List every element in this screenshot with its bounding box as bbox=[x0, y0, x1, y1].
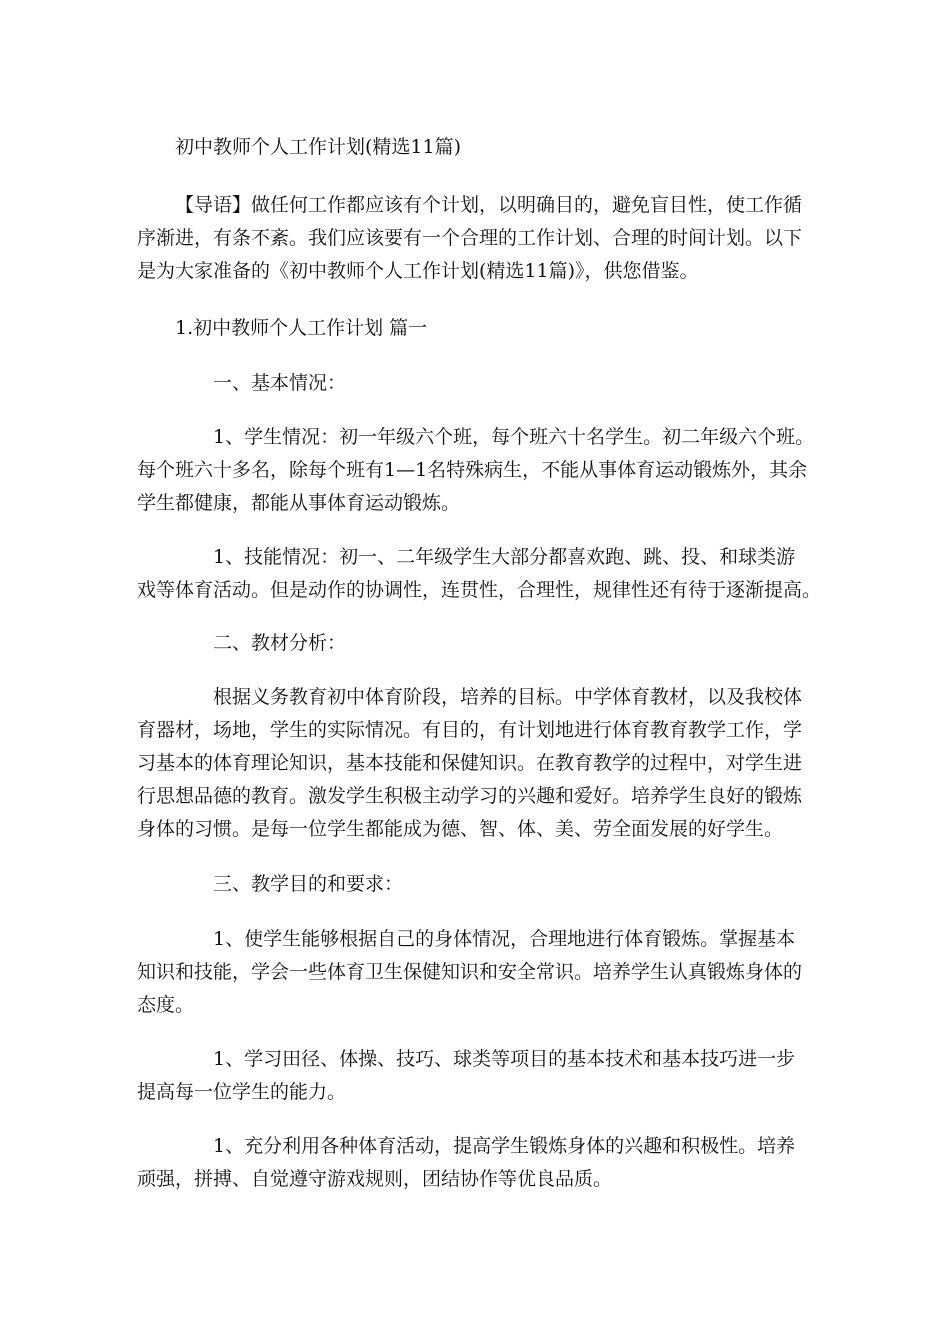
skill-paragraph bbox=[137, 541, 822, 607]
paragraph-line: 育器材，场地，学生的实际情况。有目的，有计划地进行体育教育教学工作，学 bbox=[137, 719, 803, 741]
paragraph-line: 态度。 bbox=[137, 994, 195, 1016]
heading-material-line: 二、教材分析： bbox=[213, 632, 347, 654]
intro-paragraph bbox=[137, 189, 817, 288]
paragraph-line: 身体的习惯。是每一位学生都能成为德、智、体、美、劳全面发展的好学生。 bbox=[137, 818, 784, 840]
paragraph-line: 提高每一位学生的能力。 bbox=[137, 1081, 347, 1103]
paragraph-line: 根据义务教育初中体育阶段，培养的目标。中学体育教材，以及我校体 bbox=[213, 686, 803, 708]
paragraph-line: 学生都健康，都能从事体育运动锻炼。 bbox=[137, 492, 461, 514]
student-paragraph bbox=[137, 421, 817, 520]
goal-paragraph-1 bbox=[137, 923, 817, 1022]
title-line: 初中教师个人工作计划(精选11篇) bbox=[175, 136, 462, 158]
section-heading bbox=[137, 312, 817, 345]
paragraph-line: 行思想品德的教育。激发学生积极主动学习的兴趣和爱好。培养学生良好的锻炼 bbox=[137, 785, 803, 807]
material-paragraph bbox=[137, 681, 817, 846]
document-title bbox=[137, 131, 817, 164]
heading-material bbox=[137, 627, 817, 660]
heading-goals-line: 三、教学目的和要求： bbox=[213, 873, 404, 895]
heading-goals bbox=[137, 868, 817, 901]
heading-basic-line: 一、基本情况： bbox=[213, 372, 347, 394]
paragraph-line: 顽强，拼搏、自觉遵守游戏规则，团结协作等优良品质。 bbox=[137, 1168, 613, 1190]
goal-paragraph-3 bbox=[137, 1130, 817, 1196]
goal-paragraph-2 bbox=[137, 1043, 817, 1109]
paragraph-line: 1、学生情况：初一年级六个班，每个班六十名学生。初二年级六个班。 bbox=[213, 426, 815, 448]
intro-line: 【导语】做任何工作都应该有个计划，以明确目的，避免盲目性，使工作循 bbox=[175, 194, 803, 216]
paragraph-line: 每个班六十多名，除每个班有1—1名特殊病生，不能从事体育运动锻炼外，其余 bbox=[137, 459, 808, 481]
heading-basic bbox=[137, 367, 817, 400]
paragraph-line: 1、学习田径、体操、技巧、球类等项目的基本技术和基本技巧进一步 bbox=[213, 1048, 796, 1070]
paragraph-line: 1、使学生能够根据自己的身体情况，合理地进行体育锻炼。掌握基本 bbox=[213, 928, 796, 950]
paragraph-line: 1、充分利用各种体育活动，提高学生锻炼身体的兴趣和积极性。培养 bbox=[213, 1135, 796, 1157]
section-heading-line: 1.初中教师个人工作计划 篇一 bbox=[175, 317, 428, 339]
paragraph-line: 知识和技能，学会一些体育卫生保健知识和安全常识。培养学生认真锻炼身体的 bbox=[137, 961, 803, 983]
paragraph-line: 习基本的体育理论知识，基本技能和保健知识。在教育教学的过程中，对学生进 bbox=[137, 752, 803, 774]
intro-line: 序渐进，有条不紊。我们应该要有一个合理的工作计划、合理的时间计划。以下 bbox=[137, 227, 803, 249]
paragraph-line: 1、技能情况：初一、二年级学生大部分都喜欢跑、跳、投、和球类游 bbox=[213, 546, 796, 568]
intro-line: 是为大家准备的《初中教师个人工作计划(精选11篇)》，供您借鉴。 bbox=[137, 260, 699, 282]
paragraph-line: 戏等体育活动。但是动作的协调性，连贯性，合理性，规律性还有待于逐渐提高。 bbox=[137, 579, 822, 601]
